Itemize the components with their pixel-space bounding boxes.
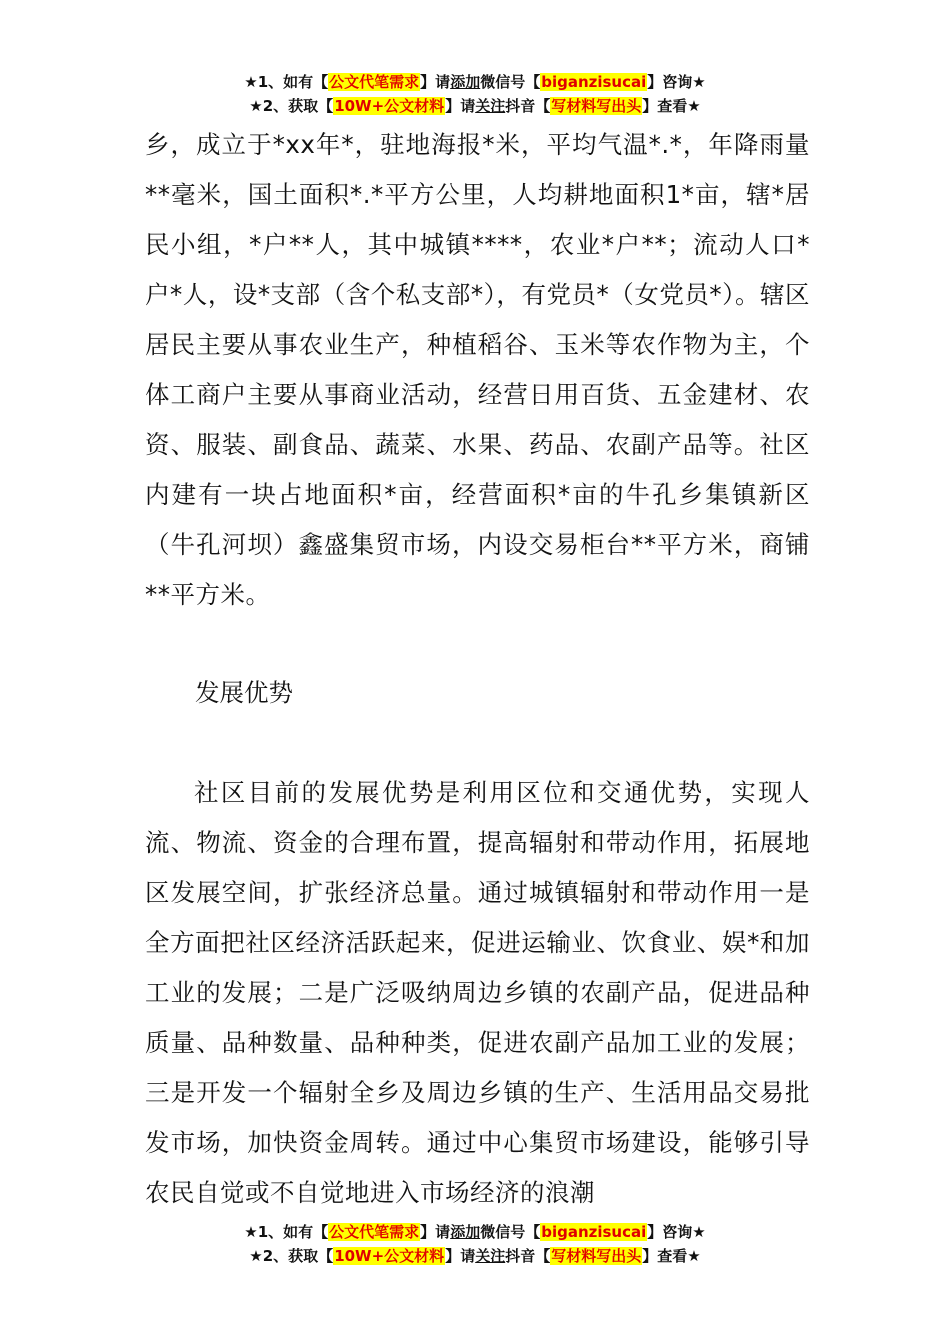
banner-line-2: ★2、获取【10W+公文材料】请关注抖音【写材料写出头】查看★ bbox=[249, 1247, 701, 1265]
section-heading: 发展优势 bbox=[195, 678, 293, 707]
banner-highlight: 写材料写出头 bbox=[551, 97, 642, 115]
banner-highlight: 公文代笔需求 bbox=[329, 1223, 420, 1241]
banner-line-1: ★1、如有【公文代笔需求】请添加微信号【biganzisucai】咨询★ bbox=[244, 73, 706, 91]
banner-line-1: ★1、如有【公文代笔需求】请添加微信号【biganzisucai】咨询★ bbox=[244, 1223, 706, 1241]
banner-highlight: 10W+公文材料 bbox=[334, 97, 445, 115]
banner-highlight: 写材料写出头 bbox=[551, 1247, 642, 1265]
banner-highlight: biganzisucai bbox=[541, 73, 647, 91]
header-banner bbox=[0, 70, 950, 118]
banner-line-2: ★2、获取【10W+公文材料】请关注抖音【写材料写出头】查看★ bbox=[249, 97, 701, 115]
banner-highlight: biganzisucai bbox=[541, 1223, 647, 1241]
banner-highlight: 公文代笔需求 bbox=[329, 73, 420, 91]
footer-banner bbox=[0, 1220, 950, 1268]
banner-highlight: 10W+公文材料 bbox=[334, 1247, 445, 1265]
body-paragraph-2: 社区目前的发展优势是利用区位和交通优势，实现人流、物流、资金的合理布置，提高辐射和带动作用，拓展地区发展空间，扩张经济总量。通过城镇辐射和带动作用一是全方面把社区经济活跃起来，促进运输业、饮食业、娱*和加工业的发展；二是广泛吸纳周边乡镇的农副产品，促进品种质量、品种数量、品种种类，促进农副产品加工业的发展；三是开发一个辐射全乡及周边乡镇的生产、生活用品交易批发市场，加快资金周转。通过中心集贸市场建设，能够引导农民自觉或不自觉地进入市场经济的浪潮 bbox=[145, 778, 810, 1207]
body-paragraph-1: 乡，成立于*xx年*，驻地海报*米，平均气温*.*，年降雨量**毫米，国土面积*.*平方公里，人均耕地面积1*亩，辖*居民小组，*户**人，其中城镇****，农业*户**；流动人口*户*人，设*支部（含个私支部*），有党员*（女党员*）。辖区居民主要从事农业生产，种植稻谷、玉米等农作物为主，个体工商户主要从事商业活动，经营日用百货、五金建材、农资、服装、副食品、蔬菜、水果、药品、农副产品等。社区内建有一块占地面积*亩，经营面积*亩的牛孔乡集镇新区（牛孔河坝）鑫盛集贸市场，内设交易柜台**平方米，商铺**平方米。 bbox=[145, 130, 810, 609]
